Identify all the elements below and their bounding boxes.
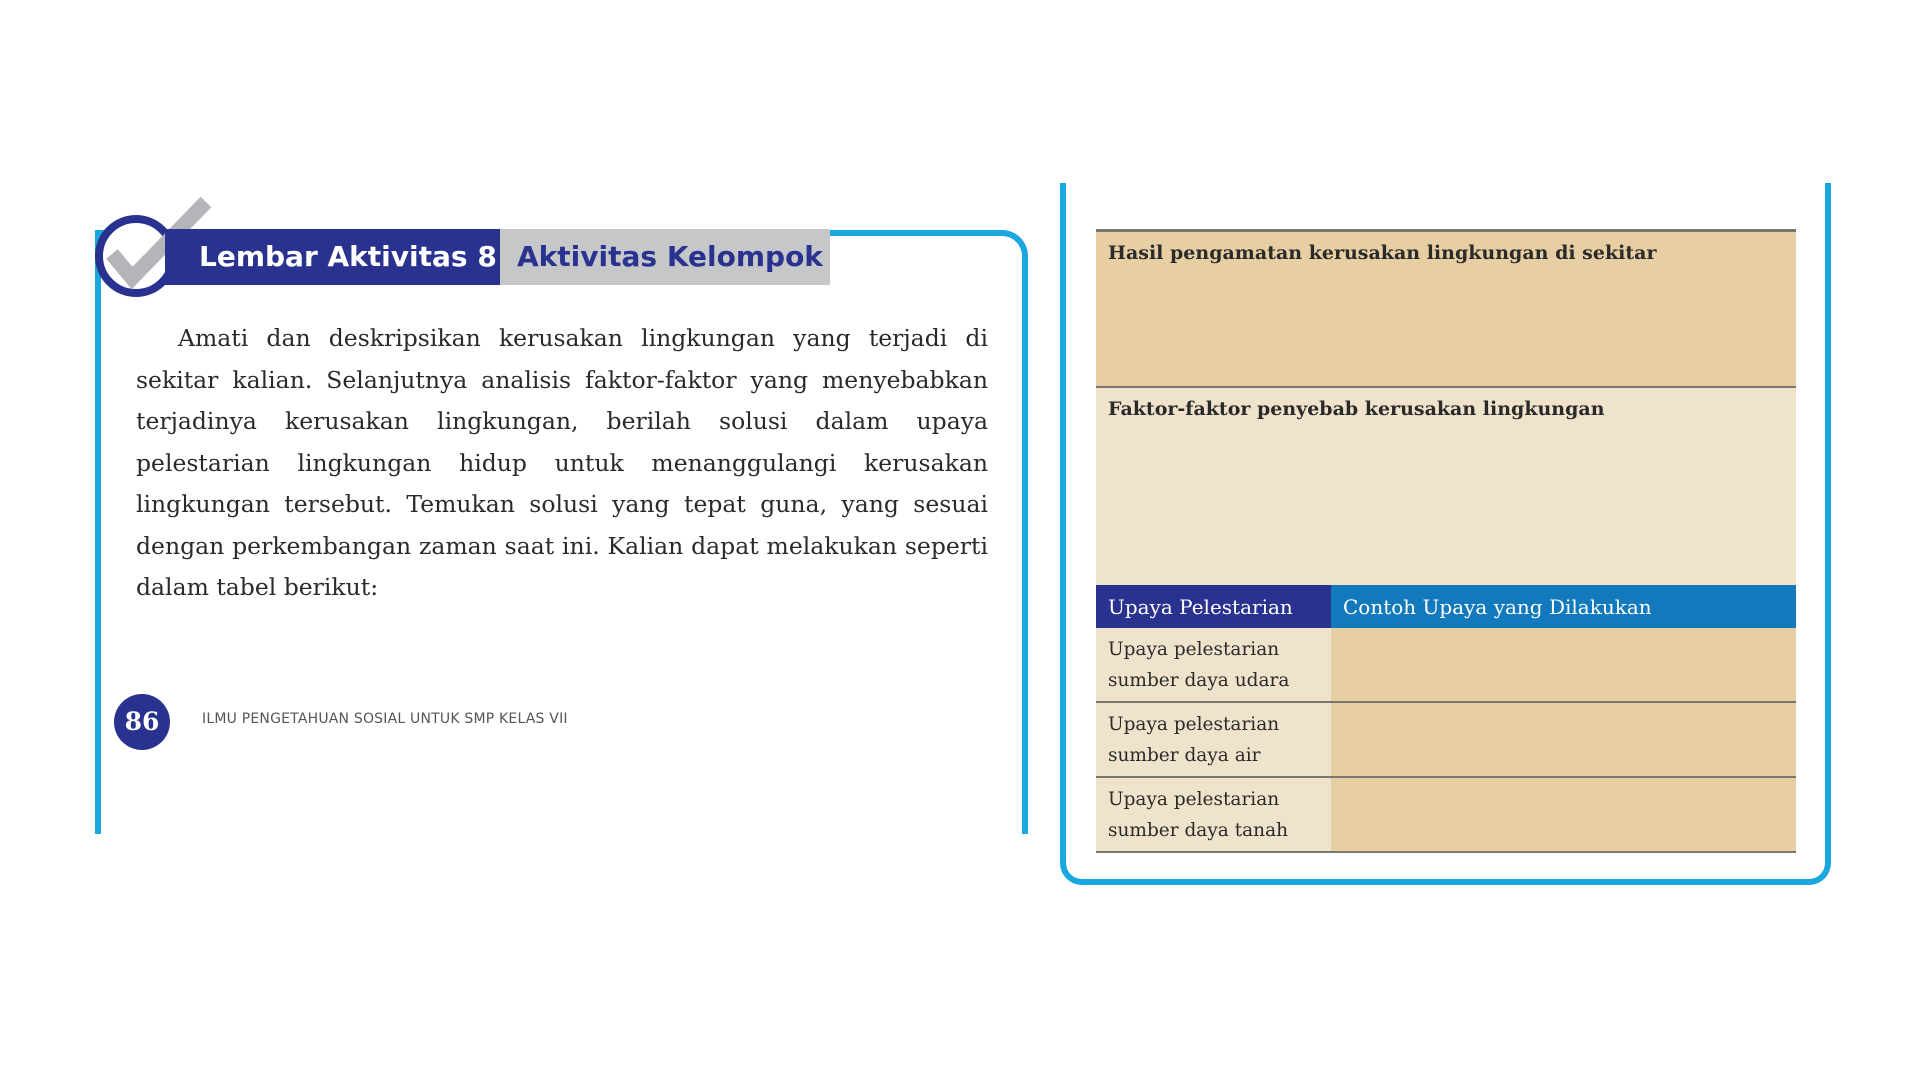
book-title: ILMU PENGETAHUAN SOSIAL UNTUK SMP KELAS VII bbox=[202, 711, 568, 727]
row-label-line: sumber daya tanah bbox=[1108, 819, 1289, 841]
page-number: 86 bbox=[114, 694, 170, 750]
answer-cell[interactable] bbox=[1331, 628, 1796, 702]
row-label-line: sumber daya udara bbox=[1108, 669, 1290, 691]
conservation-table bbox=[1096, 585, 1796, 853]
activity-instructions: Amati dan deskripsikan kerusakan lingkungan yang terjadi di sekitar kalian. Selanjutnya analisis faktor-faktor yang menyebabkan terjadinya kerusakan lingkungan, berilah solusi dalam upaya pelestarian lingkungan hidup untuk menanggulangi kerusakan lingkungan tersebut. Temukan solusi yang tepat guna, yang sesuai dengan perkembangan zaman saat ini. Kalian dapat melakukan seperti dalam tabel berikut: bbox=[136, 324, 988, 601]
observation-label: Hasil pengamatan kerusakan lingkungan di sekitar bbox=[1108, 242, 1657, 264]
answer-cell[interactable] bbox=[1331, 702, 1796, 777]
table-row bbox=[1096, 628, 1796, 702]
row-label-line: Upaya pelestarian bbox=[1108, 638, 1280, 660]
activity-title: Lembar Aktivitas 8 bbox=[165, 229, 500, 285]
table-header-row bbox=[1096, 585, 1796, 628]
answer-cell[interactable] bbox=[1331, 777, 1796, 852]
row-label-water bbox=[1096, 702, 1331, 777]
table-header-cell: Contoh Upaya yang Dilakukan bbox=[1331, 585, 1796, 628]
row-label-line: Upaya pelestarian bbox=[1108, 788, 1280, 810]
row-label-line: Upaya pelestarian bbox=[1108, 713, 1280, 735]
activity-type-label: Aktivitas Kelompok bbox=[500, 229, 830, 285]
observation-box[interactable] bbox=[1096, 229, 1796, 388]
row-label-air-quality bbox=[1096, 628, 1331, 702]
table-row bbox=[1096, 702, 1796, 777]
row-label-line: sumber daya air bbox=[1108, 744, 1261, 766]
row-label-soil bbox=[1096, 777, 1331, 852]
table-row bbox=[1096, 777, 1796, 852]
table-header-cell: Upaya Pelestarian bbox=[1096, 585, 1331, 628]
factors-label: Faktor-faktor penyebab kerusakan lingkungan bbox=[1108, 398, 1605, 420]
factors-box[interactable] bbox=[1096, 388, 1796, 585]
